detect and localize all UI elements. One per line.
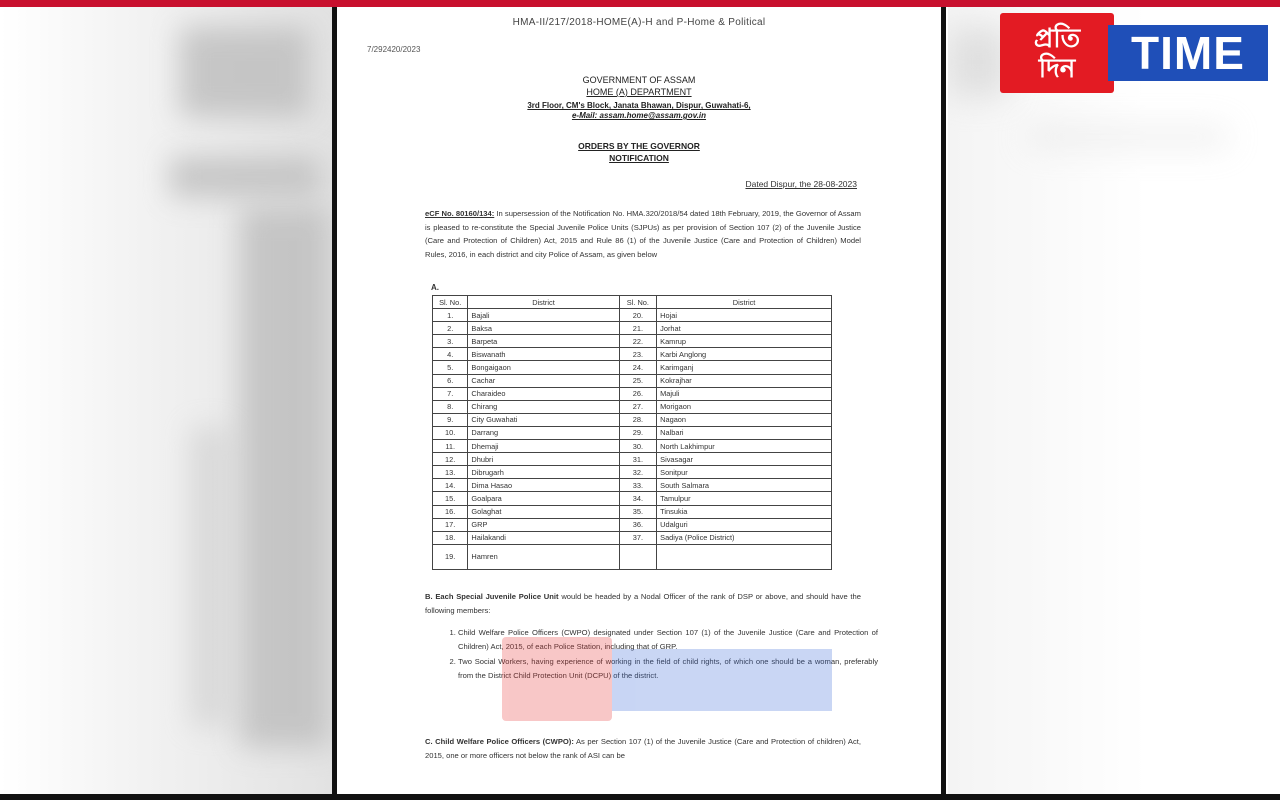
row-district: Dhubri: [468, 453, 619, 466]
row-district: Golaghat: [468, 505, 619, 518]
row-sl-no: 33.: [619, 479, 657, 492]
row-sl-no: 18.: [433, 531, 468, 544]
section-b-text: would be headed by a Nodal Officer of the rank of DSP or above, and should have the following members:: [425, 592, 861, 615]
row-district: Dhemaji: [468, 440, 619, 453]
row-sl-no: 14.: [433, 479, 468, 492]
table-row: [433, 309, 832, 322]
row-district: Udalguri: [657, 518, 832, 531]
orders-heading: ORDERS BY THE GOVERNOR: [578, 141, 700, 151]
row-district: City Guwahati: [468, 413, 619, 426]
table-row: [433, 387, 832, 400]
row-sl-no: 16.: [433, 505, 468, 518]
row-district: Bongaigaon: [468, 361, 619, 374]
row-sl-no: 3.: [433, 335, 468, 348]
ecf-number: eCF No. 80160/134:: [425, 209, 495, 218]
row-sl-no: 15.: [433, 492, 468, 505]
row-district: Karbi Anglong: [657, 348, 832, 361]
row-sl-no: 25.: [619, 374, 657, 387]
row-sl-no: [619, 544, 657, 569]
section-c-text: As per Section 107 (1) of the Juvenile Justice (Care and Protection of children) Act, 2015, one or more officers not below the rank of ASI can be: [425, 737, 861, 760]
table-row: [433, 440, 832, 453]
table-row: [433, 531, 832, 544]
row-district: GRP: [468, 518, 619, 531]
blurred-background-right: [948, 7, 1280, 794]
row-district: Nalbari: [657, 426, 832, 439]
row-sl-no: 7.: [433, 387, 468, 400]
row-sl-no: 24.: [619, 361, 657, 374]
table-row: [433, 505, 832, 518]
row-sl-no: 31.: [619, 453, 657, 466]
row-sl-no: 22.: [619, 335, 657, 348]
ecf-small-number: 7/292420/2023: [367, 45, 421, 54]
table-row: [433, 479, 832, 492]
department-heading: HOME (A) DEPARTMENT: [586, 87, 692, 97]
list-item: 1. Child Welfare Police Officers (CWPO) designated under Section 107 (1) of the Juvenile Justice (Care and Protection of Children) Act, 2015, of each Police Station, including that of GRP.: [458, 626, 878, 653]
logo-time-text: TIME: [1108, 25, 1268, 81]
header-sl-no: Sl. No.: [433, 296, 468, 309]
document-frame: [332, 7, 946, 794]
row-sl-no: 10.: [433, 426, 468, 439]
row-district: Hailakandi: [468, 531, 619, 544]
row-district: Sadiya (Police District): [657, 531, 832, 544]
row-district: Chirang: [468, 400, 619, 413]
row-sl-no: 20.: [619, 309, 657, 322]
table-row: [433, 426, 832, 439]
bottom-dark-bar: [0, 794, 1280, 800]
row-sl-no: 11.: [433, 440, 468, 453]
header-sl-no: Sl. No.: [619, 296, 657, 309]
row-district: Nagaon: [657, 413, 832, 426]
table-row: [433, 400, 832, 413]
row-district: North Lakhimpur: [657, 440, 832, 453]
row-district: Biswanath: [468, 348, 619, 361]
row-sl-no: 2.: [433, 322, 468, 335]
row-district: South Salmara: [657, 479, 832, 492]
row-district: Karimganj: [657, 361, 832, 374]
section-c-paragraph: [425, 735, 861, 762]
section-a-label: A.: [431, 283, 439, 292]
row-district: Bajali: [468, 309, 619, 322]
members-list: [442, 626, 878, 684]
table-row: [433, 413, 832, 426]
row-sl-no: 28.: [619, 413, 657, 426]
pratidin-time-logo: [1000, 13, 1268, 93]
row-district: Tamulpur: [657, 492, 832, 505]
row-district: Morigaon: [657, 400, 832, 413]
section-b-paragraph: [425, 590, 861, 617]
row-sl-no: 34.: [619, 492, 657, 505]
blurred-background-left: [0, 7, 332, 794]
row-district: Dibrugarh: [468, 466, 619, 479]
logo-bengali-top: প্রতি: [1033, 23, 1081, 53]
row-district: Goalpara: [468, 492, 619, 505]
row-sl-no: 21.: [619, 322, 657, 335]
row-sl-no: 17.: [433, 518, 468, 531]
intro-paragraph: [425, 207, 861, 261]
row-district: [657, 544, 832, 569]
row-sl-no: 13.: [433, 466, 468, 479]
row-sl-no: 29.: [619, 426, 657, 439]
header-district: District: [468, 296, 619, 309]
row-sl-no: 4.: [433, 348, 468, 361]
row-district: Kamrup: [657, 335, 832, 348]
district-table-body: [433, 309, 832, 570]
table-row: [433, 466, 832, 479]
row-sl-no: 27.: [619, 400, 657, 413]
department-address: 3rd Floor, CM's Block, Janata Bhawan, Dispur, Guwahati-6,: [527, 101, 751, 110]
table-row: [433, 361, 832, 374]
row-sl-no: 6.: [433, 374, 468, 387]
row-sl-no: 26.: [619, 387, 657, 400]
row-district: Darrang: [468, 426, 619, 439]
logo-bengali-bottom: দিন: [1038, 53, 1076, 83]
notification-document: [337, 7, 941, 794]
table-row: [433, 374, 832, 387]
district-table: [432, 295, 832, 570]
table-row: [433, 322, 832, 335]
top-red-bar: [0, 0, 1280, 7]
row-district: Tinsukia: [657, 505, 832, 518]
row-sl-no: 32.: [619, 466, 657, 479]
table-header-row: [433, 296, 832, 309]
row-district: Hamren: [468, 544, 619, 569]
intro-text: In supersession of the Notification No. HMA.320/2018/54 dated 18th February, 2019, the Governor of Assam is pleased to re-constitute the Special Juvenile Police Units (SJPUs) as per provision of Section 107 (2) of the Juvenile Justice (Care and Protection of Children) Act, 2015 and Rule 86 (1) of the Juvenile Justice (Care and Protection of Children) Model Rules, 2016, in each district and city Police of Assam, as given below: [425, 209, 861, 259]
table-row: [433, 492, 832, 505]
table-row: [433, 453, 832, 466]
row-sl-no: 35.: [619, 505, 657, 518]
department-email: e-Mail: assam.home@assam.gov.in: [571, 111, 707, 120]
notification-heading: NOTIFICATION: [609, 153, 669, 163]
table-row: [433, 335, 832, 348]
row-district: Sivasagar: [657, 453, 832, 466]
row-sl-no: 8.: [433, 400, 468, 413]
row-district: Dima Hasao: [468, 479, 619, 492]
row-sl-no: 12.: [433, 453, 468, 466]
table-row: [433, 518, 832, 531]
row-sl-no: 5.: [433, 361, 468, 374]
header-district: District: [657, 296, 832, 309]
row-district: Charaideo: [468, 387, 619, 400]
row-sl-no: 30.: [619, 440, 657, 453]
row-district: Barpeta: [468, 335, 619, 348]
table-row: [433, 348, 832, 361]
row-district: Cachar: [468, 374, 619, 387]
row-sl-no: 23.: [619, 348, 657, 361]
dated-line: Dated Dispur, the 28-08-2023: [745, 179, 857, 189]
row-sl-no: 9.: [433, 413, 468, 426]
government-heading: GOVERNMENT OF ASSAM: [582, 75, 696, 85]
row-sl-no: 37.: [619, 531, 657, 544]
row-district: Jorhat: [657, 322, 832, 335]
table-row: [433, 544, 832, 569]
section-c-lead: C. Child Welfare Police Officers (CWPO):: [425, 737, 574, 746]
row-sl-no: 19.: [433, 544, 468, 569]
row-district: Hojai: [657, 309, 832, 322]
row-district: Majuli: [657, 387, 832, 400]
reference-number: HMA-II/217/2018-HOME(A)-H and P-Home & Political: [512, 17, 766, 28]
logo-bengali-block: [1000, 13, 1114, 93]
list-item: 2. Two Social Workers, having experience of working in the field of child rights, of which one should be a woman, preferably from the District Child Protection Unit (DCPU) of the district.: [458, 655, 878, 682]
row-district: Kokrajhar: [657, 374, 832, 387]
row-district: Baksa: [468, 322, 619, 335]
section-b-lead: B. Each Special Juvenile Police Unit: [425, 592, 559, 601]
row-district: Sonitpur: [657, 466, 832, 479]
row-sl-no: 36.: [619, 518, 657, 531]
row-sl-no: 1.: [433, 309, 468, 322]
